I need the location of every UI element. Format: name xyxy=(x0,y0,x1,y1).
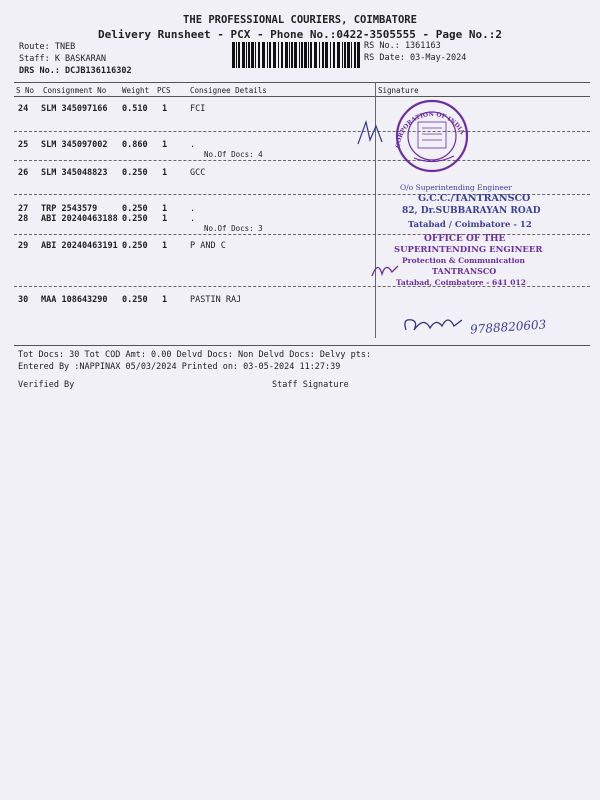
barcode-bar xyxy=(304,42,307,68)
row-sno: 24 xyxy=(18,104,29,114)
row-details: . xyxy=(190,204,196,214)
row-weight: 0.250 xyxy=(122,295,148,305)
barcode-bar xyxy=(308,42,309,68)
se-stamp-line2: SUPERINTENDING ENGINEER xyxy=(394,245,543,255)
barcode-bar xyxy=(299,42,300,68)
row-divider xyxy=(14,131,590,132)
row-pcs: 1 xyxy=(162,104,168,114)
entered-by-line: Entered By :NAPPINAX 05/03/2024 Printed on: 03-05-2024 11:27:39 xyxy=(18,362,341,372)
barcode-bar xyxy=(330,42,331,68)
staff-signature-label: Staff Signature xyxy=(272,380,349,390)
barcode-bar xyxy=(251,42,254,68)
se-stamp-line4: TANTRANSCO xyxy=(432,266,497,276)
verified-by-label: Verified By xyxy=(18,380,75,390)
barcode-image xyxy=(232,42,360,68)
drs-number: DRS No.: DCJB136116302 xyxy=(19,66,132,76)
se-stamp-line5: Tatabad, Coimbatore - 641 012 xyxy=(396,278,526,287)
barcode-bar xyxy=(248,42,250,68)
row-weight: 0.250 xyxy=(122,241,148,251)
gcc-stamp-line4: Tatabad / Coimbatore - 12 xyxy=(408,220,532,230)
barcode-bar xyxy=(291,42,293,68)
rs-date: RS Date: 03-May-2024 xyxy=(364,53,467,63)
barcode-bar xyxy=(333,42,335,68)
header-pcs: PCS xyxy=(157,86,171,95)
row-pcs: 1 xyxy=(162,168,168,178)
row-divider xyxy=(14,160,590,161)
rs-number: RS No.: 1361163 xyxy=(364,41,441,51)
row-details: P AND C xyxy=(190,241,226,251)
barcode-bar xyxy=(258,42,260,68)
barcode-bar xyxy=(289,42,290,68)
row-docs-note: No.Of Docs: 3 xyxy=(204,224,263,233)
staff: Staff: K BASKARAN xyxy=(19,54,106,64)
row-weight: 0.510 xyxy=(122,104,148,114)
row-consignment: TRP 2543579 xyxy=(41,204,98,214)
receiver-signature xyxy=(400,308,470,338)
barcode-bar xyxy=(347,42,350,68)
receiver-phone: 9788820603 xyxy=(469,317,547,337)
row-details: PASTIN RAJ xyxy=(190,295,242,305)
round-seal-stamp xyxy=(378,96,490,176)
header-weight: Weight xyxy=(122,86,150,95)
row-consignment: ABI 20240463188 xyxy=(41,214,118,224)
row-docs-note: No.Of Docs: 4 xyxy=(204,150,263,159)
row-weight: 0.250 xyxy=(122,204,148,214)
barcode-bar xyxy=(242,42,245,68)
row-sno: 28 xyxy=(18,214,29,224)
se-stamp-line1: OFFICE OF THE xyxy=(424,234,506,244)
barcode-bar xyxy=(351,42,352,68)
header-consignee: Consignee Details xyxy=(190,86,267,95)
barcode-bar xyxy=(232,42,235,68)
row-consignment: SLM 345097166 xyxy=(41,104,108,114)
row-sno: 30 xyxy=(18,295,29,305)
row-sno: 25 xyxy=(18,140,29,150)
company-title: THE PROFESSIONAL COURIERS, COIMBATORE xyxy=(183,14,417,26)
gcc-stamp-line2: G.C.C./TANTRANSCO xyxy=(418,193,531,204)
barcode-bar xyxy=(344,42,346,68)
totals-line: Tot Docs: 30 Tot COD Amt: 0.00 Delvd Docs: Non Delvd Docs: Delvy pts: xyxy=(18,350,372,360)
barcode-bar xyxy=(354,42,356,68)
barcode-bar xyxy=(294,42,297,68)
runsheet-subtitle: Delivery Runsheet - PCX - Phone No.:0422-3505555 - Page No.:2 xyxy=(98,28,502,41)
table-top-rule xyxy=(14,82,590,83)
row-consignment: MAA 108643290 xyxy=(41,295,108,305)
barcode-bar xyxy=(238,42,240,68)
gcc-stamp-line3: 82, Dr.SUBBARAYAN ROAD xyxy=(402,206,541,216)
barcode-bar xyxy=(267,42,268,68)
barcode-bar xyxy=(273,42,276,68)
barcode-bar xyxy=(322,42,324,68)
round-seal-text: CORPORATION OF INDIA xyxy=(394,110,466,149)
row-details: . xyxy=(190,214,196,224)
row-consignment: ABI 20240463191 xyxy=(41,241,118,251)
barcode-bar xyxy=(285,42,288,68)
row-details: GCC xyxy=(190,168,206,178)
barcode-bar xyxy=(262,42,265,68)
row-weight: 0.250 xyxy=(122,214,148,224)
row-pcs: 1 xyxy=(162,241,168,251)
row-pcs: 1 xyxy=(162,295,168,305)
barcode-bar xyxy=(255,42,256,68)
barcode-bar xyxy=(281,42,283,68)
row-sno: 29 xyxy=(18,241,29,251)
header-sno: S No xyxy=(16,86,35,95)
barcode-bar xyxy=(278,42,279,68)
route: Route: TNEB xyxy=(19,42,76,52)
handwritten-signature xyxy=(352,118,392,148)
barcode-bar xyxy=(319,42,320,68)
row-weight: 0.250 xyxy=(122,168,148,178)
row-details: . xyxy=(190,140,196,150)
barcode-bar xyxy=(357,42,360,68)
row-sno: 26 xyxy=(18,168,29,178)
initials-signature xyxy=(370,258,400,280)
row-consignment: SLM 345048823 xyxy=(41,168,108,178)
row-pcs: 1 xyxy=(162,204,168,214)
table-bottom-rule xyxy=(14,345,590,346)
row-weight: 0.860 xyxy=(122,140,148,150)
row-sno: 27 xyxy=(18,204,29,214)
barcode-bar xyxy=(337,42,340,68)
barcode-bar xyxy=(325,42,328,68)
barcode-bar xyxy=(310,42,312,68)
barcode-bar xyxy=(246,42,247,68)
row-pcs: 1 xyxy=(162,140,168,150)
se-stamp-line3: Protection & Communication xyxy=(402,256,525,265)
header-consignment: Consignment No xyxy=(43,86,107,95)
row-pcs: 1 xyxy=(162,214,168,224)
header-signature: Signature xyxy=(378,86,419,95)
barcode-bar xyxy=(236,42,237,68)
barcode-bar xyxy=(269,42,271,68)
barcode-bar xyxy=(301,42,303,68)
table-header-rule xyxy=(14,96,590,97)
gcc-stamp-line1: O/o Superintending Engineer xyxy=(400,183,512,192)
barcode-bar xyxy=(342,42,343,68)
row-details: FCI xyxy=(190,104,206,114)
barcode-bar xyxy=(314,42,317,68)
row-consignment: SLM 345097002 xyxy=(41,140,108,150)
